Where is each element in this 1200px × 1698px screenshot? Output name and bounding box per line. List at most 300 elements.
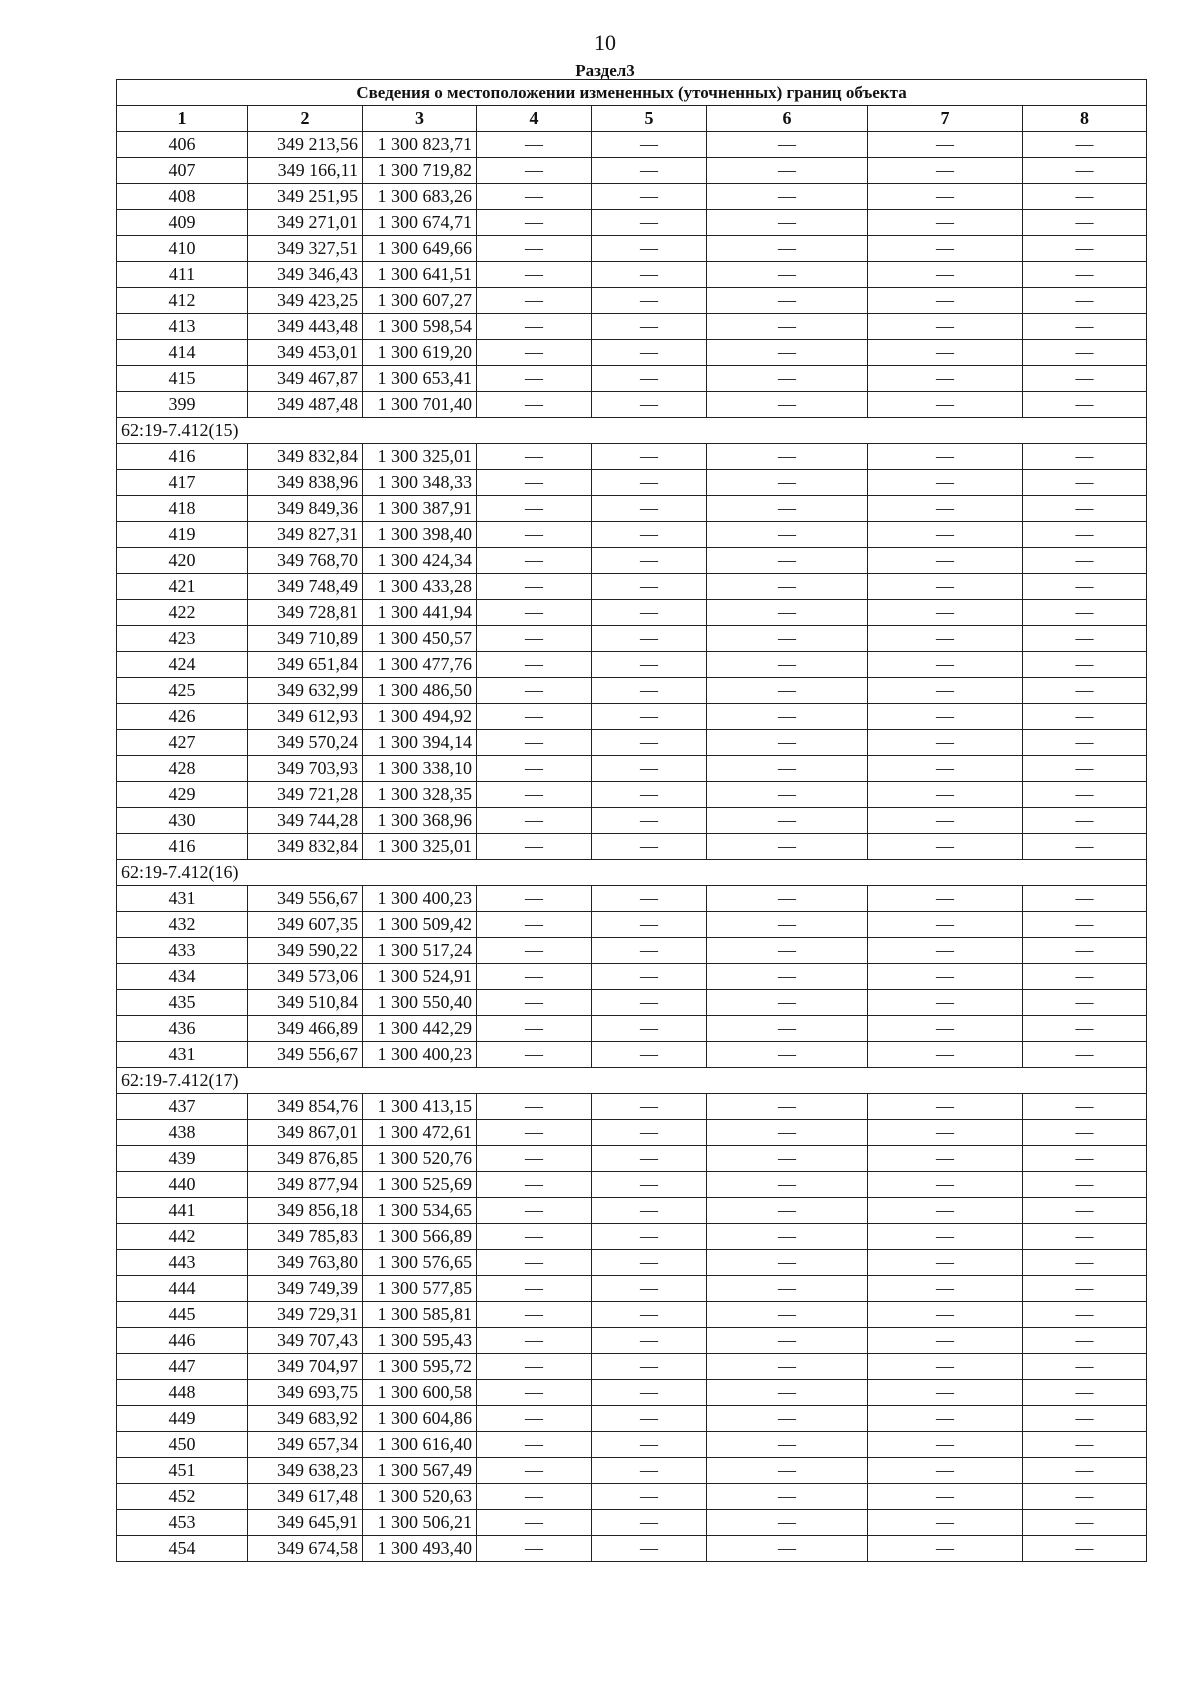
- table-row: [117, 730, 1147, 756]
- empty-value-cell: —: [1023, 834, 1147, 860]
- table-row: [117, 1458, 1147, 1484]
- empty-value-cell: —: [707, 626, 868, 652]
- point-number-cell: 409: [117, 210, 248, 236]
- empty-value-cell: —: [592, 314, 707, 340]
- empty-value-cell: —: [592, 1536, 707, 1562]
- y-coordinate-cell: 1 300 653,41: [363, 366, 477, 392]
- empty-value-cell: —: [477, 1328, 592, 1354]
- y-coordinate-cell: 1 300 719,82: [363, 158, 477, 184]
- table-row: [117, 236, 1147, 262]
- x-coordinate-cell: 349 346,43: [248, 262, 363, 288]
- table-row: [117, 366, 1147, 392]
- y-coordinate-cell: 1 300 520,76: [363, 1146, 477, 1172]
- x-coordinate-cell: 349 590,22: [248, 938, 363, 964]
- x-coordinate-cell: 349 674,58: [248, 1536, 363, 1562]
- y-coordinate-cell: 1 300 477,76: [363, 652, 477, 678]
- x-coordinate-cell: 349 510,84: [248, 990, 363, 1016]
- empty-value-cell: —: [477, 600, 592, 626]
- y-coordinate-cell: 1 300 325,01: [363, 834, 477, 860]
- empty-value-cell: —: [868, 1406, 1023, 1432]
- empty-value-cell: —: [868, 1146, 1023, 1172]
- point-number-cell: 414: [117, 340, 248, 366]
- x-coordinate-cell: 349 768,70: [248, 548, 363, 574]
- empty-value-cell: —: [592, 1380, 707, 1406]
- table-row: [117, 1380, 1147, 1406]
- group-label: 62:19-7.412(15): [117, 418, 1147, 444]
- x-coordinate-cell: 349 854,76: [248, 1094, 363, 1120]
- empty-value-cell: —: [592, 392, 707, 418]
- table-row: [117, 1042, 1147, 1068]
- empty-value-cell: —: [1023, 1146, 1147, 1172]
- coordinates-table: [116, 79, 1147, 1562]
- empty-value-cell: —: [592, 1094, 707, 1120]
- empty-value-cell: —: [477, 574, 592, 600]
- empty-value-cell: —: [592, 340, 707, 366]
- empty-value-cell: —: [707, 990, 868, 1016]
- empty-value-cell: —: [477, 1380, 592, 1406]
- point-number-cell: 424: [117, 652, 248, 678]
- empty-value-cell: —: [868, 1016, 1023, 1042]
- empty-value-cell: —: [707, 1172, 868, 1198]
- empty-value-cell: —: [477, 1224, 592, 1250]
- empty-value-cell: —: [592, 990, 707, 1016]
- empty-value-cell: —: [707, 964, 868, 990]
- x-coordinate-cell: 349 466,89: [248, 1016, 363, 1042]
- point-number-cell: 408: [117, 184, 248, 210]
- empty-value-cell: —: [477, 834, 592, 860]
- empty-value-cell: —: [477, 1120, 592, 1146]
- empty-value-cell: —: [707, 1458, 868, 1484]
- empty-value-cell: —: [707, 1302, 868, 1328]
- empty-value-cell: —: [707, 496, 868, 522]
- y-coordinate-cell: 1 300 823,71: [363, 132, 477, 158]
- empty-value-cell: —: [707, 1276, 868, 1302]
- empty-value-cell: —: [868, 990, 1023, 1016]
- x-coordinate-cell: 349 607,35: [248, 912, 363, 938]
- point-number-cell: 452: [117, 1484, 248, 1510]
- section-title: Раздел3: [575, 61, 635, 80]
- empty-value-cell: —: [868, 184, 1023, 210]
- point-number-cell: 442: [117, 1224, 248, 1250]
- empty-value-cell: —: [592, 704, 707, 730]
- empty-value-cell: —: [707, 1406, 868, 1432]
- empty-value-cell: —: [592, 1484, 707, 1510]
- empty-value-cell: —: [868, 1198, 1023, 1224]
- point-number-cell: 416: [117, 834, 248, 860]
- table-row: [117, 782, 1147, 808]
- empty-value-cell: —: [1023, 1302, 1147, 1328]
- empty-value-cell: —: [1023, 704, 1147, 730]
- y-coordinate-cell: 1 300 567,49: [363, 1458, 477, 1484]
- empty-value-cell: —: [868, 236, 1023, 262]
- y-coordinate-cell: 1 300 525,69: [363, 1172, 477, 1198]
- point-number-cell: 432: [117, 912, 248, 938]
- empty-value-cell: —: [592, 1458, 707, 1484]
- column-header: 4: [477, 106, 592, 132]
- table-row: [117, 392, 1147, 418]
- x-coordinate-cell: 349 617,48: [248, 1484, 363, 1510]
- empty-value-cell: —: [1023, 1016, 1147, 1042]
- empty-value-cell: —: [1023, 1172, 1147, 1198]
- empty-value-cell: —: [1023, 392, 1147, 418]
- empty-value-cell: —: [868, 1224, 1023, 1250]
- empty-value-cell: —: [477, 366, 592, 392]
- empty-value-cell: —: [868, 210, 1023, 236]
- empty-value-cell: —: [477, 548, 592, 574]
- y-coordinate-cell: 1 300 619,20: [363, 340, 477, 366]
- empty-value-cell: —: [477, 314, 592, 340]
- table-row: [117, 340, 1147, 366]
- x-coordinate-cell: 349 166,11: [248, 158, 363, 184]
- point-number-cell: 430: [117, 808, 248, 834]
- empty-value-cell: —: [707, 210, 868, 236]
- point-number-cell: 399: [117, 392, 248, 418]
- empty-value-cell: —: [868, 1380, 1023, 1406]
- x-coordinate-cell: 349 832,84: [248, 444, 363, 470]
- y-coordinate-cell: 1 300 325,01: [363, 444, 477, 470]
- point-number-cell: 451: [117, 1458, 248, 1484]
- empty-value-cell: —: [868, 1510, 1023, 1536]
- group-row: [117, 860, 1147, 886]
- empty-value-cell: —: [707, 1328, 868, 1354]
- point-number-cell: 453: [117, 1510, 248, 1536]
- table-row: [117, 990, 1147, 1016]
- empty-value-cell: —: [707, 1120, 868, 1146]
- empty-value-cell: —: [868, 1458, 1023, 1484]
- empty-value-cell: —: [707, 1536, 868, 1562]
- empty-value-cell: —: [592, 1250, 707, 1276]
- empty-value-cell: —: [868, 262, 1023, 288]
- empty-value-cell: —: [1023, 678, 1147, 704]
- empty-value-cell: —: [1023, 964, 1147, 990]
- empty-value-cell: —: [592, 1510, 707, 1536]
- empty-value-cell: —: [592, 366, 707, 392]
- x-coordinate-cell: 349 707,43: [248, 1328, 363, 1354]
- point-number-cell: 448: [117, 1380, 248, 1406]
- y-coordinate-cell: 1 300 534,65: [363, 1198, 477, 1224]
- empty-value-cell: —: [1023, 1042, 1147, 1068]
- empty-value-cell: —: [477, 496, 592, 522]
- empty-value-cell: —: [477, 1198, 592, 1224]
- empty-value-cell: —: [592, 1302, 707, 1328]
- y-coordinate-cell: 1 300 493,40: [363, 1536, 477, 1562]
- point-number-cell: 449: [117, 1406, 248, 1432]
- empty-value-cell: —: [592, 1198, 707, 1224]
- empty-value-cell: —: [868, 1302, 1023, 1328]
- empty-value-cell: —: [707, 470, 868, 496]
- empty-value-cell: —: [477, 1458, 592, 1484]
- empty-value-cell: —: [1023, 1484, 1147, 1510]
- empty-value-cell: —: [868, 1276, 1023, 1302]
- empty-value-cell: —: [868, 912, 1023, 938]
- empty-value-cell: —: [1023, 1510, 1147, 1536]
- column-header: 8: [1023, 106, 1147, 132]
- table-row: [117, 1406, 1147, 1432]
- point-number-cell: 450: [117, 1432, 248, 1458]
- empty-value-cell: —: [707, 132, 868, 158]
- empty-value-cell: —: [868, 1484, 1023, 1510]
- empty-value-cell: —: [707, 1250, 868, 1276]
- y-coordinate-cell: 1 300 598,54: [363, 314, 477, 340]
- group-label: 62:19-7.412(17): [117, 1068, 1147, 1094]
- point-number-cell: 412: [117, 288, 248, 314]
- table-row: [117, 652, 1147, 678]
- point-number-cell: 441: [117, 1198, 248, 1224]
- point-number-cell: 428: [117, 756, 248, 782]
- empty-value-cell: —: [592, 730, 707, 756]
- point-number-cell: 423: [117, 626, 248, 652]
- empty-value-cell: —: [592, 1172, 707, 1198]
- point-number-cell: 422: [117, 600, 248, 626]
- empty-value-cell: —: [1023, 236, 1147, 262]
- empty-value-cell: —: [1023, 496, 1147, 522]
- y-coordinate-cell: 1 300 348,33: [363, 470, 477, 496]
- group-label: 62:19-7.412(16): [117, 860, 1147, 886]
- column-header: 3: [363, 106, 477, 132]
- x-coordinate-cell: 349 632,99: [248, 678, 363, 704]
- empty-value-cell: —: [592, 834, 707, 860]
- y-coordinate-cell: 1 300 641,51: [363, 262, 477, 288]
- x-coordinate-cell: 349 749,39: [248, 1276, 363, 1302]
- table-row: [117, 184, 1147, 210]
- empty-value-cell: —: [707, 808, 868, 834]
- empty-value-cell: —: [592, 886, 707, 912]
- point-number-cell: 416: [117, 444, 248, 470]
- column-header: 6: [707, 106, 868, 132]
- point-number-cell: 431: [117, 886, 248, 912]
- x-coordinate-cell: 349 703,93: [248, 756, 363, 782]
- empty-value-cell: —: [707, 340, 868, 366]
- x-coordinate-cell: 349 856,18: [248, 1198, 363, 1224]
- empty-value-cell: —: [477, 1484, 592, 1510]
- empty-value-cell: —: [707, 886, 868, 912]
- empty-value-cell: —: [477, 392, 592, 418]
- point-number-cell: 443: [117, 1250, 248, 1276]
- empty-value-cell: —: [868, 730, 1023, 756]
- table-row: [117, 132, 1147, 158]
- table-row: [117, 1250, 1147, 1276]
- table-row: [117, 1510, 1147, 1536]
- table-row: [117, 1536, 1147, 1562]
- empty-value-cell: —: [592, 1224, 707, 1250]
- empty-value-cell: —: [477, 782, 592, 808]
- y-coordinate-cell: 1 300 550,40: [363, 990, 477, 1016]
- empty-value-cell: —: [707, 262, 868, 288]
- point-number-cell: 415: [117, 366, 248, 392]
- y-coordinate-cell: 1 300 600,58: [363, 1380, 477, 1406]
- empty-value-cell: —: [1023, 444, 1147, 470]
- x-coordinate-cell: 349 487,48: [248, 392, 363, 418]
- empty-value-cell: —: [477, 1510, 592, 1536]
- x-coordinate-cell: 349 729,31: [248, 1302, 363, 1328]
- empty-value-cell: —: [592, 600, 707, 626]
- table-row: [117, 1432, 1147, 1458]
- y-coordinate-cell: 1 300 400,23: [363, 886, 477, 912]
- empty-value-cell: —: [868, 808, 1023, 834]
- table-row: [117, 678, 1147, 704]
- empty-value-cell: —: [1023, 548, 1147, 574]
- y-coordinate-cell: 1 300 442,29: [363, 1016, 477, 1042]
- x-coordinate-cell: 349 570,24: [248, 730, 363, 756]
- empty-value-cell: —: [592, 1276, 707, 1302]
- point-number-cell: 417: [117, 470, 248, 496]
- table-row: [117, 912, 1147, 938]
- empty-value-cell: —: [707, 704, 868, 730]
- point-number-cell: 410: [117, 236, 248, 262]
- empty-value-cell: —: [1023, 470, 1147, 496]
- empty-value-cell: —: [1023, 1432, 1147, 1458]
- empty-value-cell: —: [477, 886, 592, 912]
- empty-value-cell: —: [477, 1406, 592, 1432]
- empty-value-cell: —: [868, 1042, 1023, 1068]
- empty-value-cell: —: [592, 470, 707, 496]
- empty-value-cell: —: [477, 678, 592, 704]
- empty-value-cell: —: [707, 1510, 868, 1536]
- y-coordinate-cell: 1 300 441,94: [363, 600, 477, 626]
- point-number-cell: 431: [117, 1042, 248, 1068]
- empty-value-cell: —: [1023, 210, 1147, 236]
- empty-value-cell: —: [1023, 574, 1147, 600]
- empty-value-cell: —: [592, 1354, 707, 1380]
- y-coordinate-cell: 1 300 486,50: [363, 678, 477, 704]
- table-row: [117, 548, 1147, 574]
- empty-value-cell: —: [707, 392, 868, 418]
- empty-value-cell: —: [1023, 158, 1147, 184]
- empty-value-cell: —: [868, 756, 1023, 782]
- table-row: [117, 808, 1147, 834]
- empty-value-cell: —: [707, 522, 868, 548]
- table-row: [117, 288, 1147, 314]
- point-number-cell: 444: [117, 1276, 248, 1302]
- table-row: [117, 1198, 1147, 1224]
- empty-value-cell: —: [868, 1120, 1023, 1146]
- empty-value-cell: —: [707, 652, 868, 678]
- x-coordinate-cell: 349 657,34: [248, 1432, 363, 1458]
- empty-value-cell: —: [707, 938, 868, 964]
- x-coordinate-cell: 349 728,81: [248, 600, 363, 626]
- empty-value-cell: —: [707, 314, 868, 340]
- empty-value-cell: —: [1023, 1250, 1147, 1276]
- empty-value-cell: —: [868, 366, 1023, 392]
- empty-value-cell: —: [1023, 652, 1147, 678]
- table-row: [117, 1328, 1147, 1354]
- empty-value-cell: —: [707, 782, 868, 808]
- table-row: [117, 1484, 1147, 1510]
- empty-value-cell: —: [592, 678, 707, 704]
- empty-value-cell: —: [707, 912, 868, 938]
- point-number-cell: 445: [117, 1302, 248, 1328]
- empty-value-cell: —: [592, 756, 707, 782]
- table-row: [117, 756, 1147, 782]
- table-row: [117, 626, 1147, 652]
- column-header: 7: [868, 106, 1023, 132]
- point-number-cell: 420: [117, 548, 248, 574]
- empty-value-cell: —: [707, 184, 868, 210]
- y-coordinate-cell: 1 300 577,85: [363, 1276, 477, 1302]
- y-coordinate-cell: 1 300 328,35: [363, 782, 477, 808]
- x-coordinate-cell: 349 423,25: [248, 288, 363, 314]
- empty-value-cell: —: [592, 912, 707, 938]
- empty-value-cell: —: [707, 678, 868, 704]
- empty-value-cell: —: [868, 626, 1023, 652]
- empty-value-cell: —: [1023, 314, 1147, 340]
- point-number-cell: 446: [117, 1328, 248, 1354]
- empty-value-cell: —: [477, 1276, 592, 1302]
- x-coordinate-cell: 349 710,89: [248, 626, 363, 652]
- table-row: [117, 522, 1147, 548]
- empty-value-cell: —: [592, 1042, 707, 1068]
- empty-value-cell: —: [477, 990, 592, 1016]
- x-coordinate-cell: 349 556,67: [248, 886, 363, 912]
- y-coordinate-cell: 1 300 424,34: [363, 548, 477, 574]
- empty-value-cell: —: [868, 678, 1023, 704]
- empty-value-cell: —: [477, 262, 592, 288]
- empty-value-cell: —: [707, 366, 868, 392]
- empty-value-cell: —: [868, 470, 1023, 496]
- empty-value-cell: —: [592, 782, 707, 808]
- table-row: [117, 1172, 1147, 1198]
- empty-value-cell: —: [1023, 1224, 1147, 1250]
- table-row: [117, 938, 1147, 964]
- empty-value-cell: —: [868, 158, 1023, 184]
- y-coordinate-cell: 1 300 576,65: [363, 1250, 477, 1276]
- empty-value-cell: —: [707, 600, 868, 626]
- empty-value-cell: —: [1023, 600, 1147, 626]
- empty-value-cell: —: [592, 158, 707, 184]
- column-header: 5: [592, 106, 707, 132]
- point-number-cell: 434: [117, 964, 248, 990]
- x-coordinate-cell: 349 693,75: [248, 1380, 363, 1406]
- point-number-cell: 440: [117, 1172, 248, 1198]
- empty-value-cell: —: [1023, 1380, 1147, 1406]
- empty-value-cell: —: [707, 1432, 868, 1458]
- empty-value-cell: —: [477, 132, 592, 158]
- y-coordinate-cell: 1 300 604,86: [363, 1406, 477, 1432]
- y-coordinate-cell: 1 300 368,96: [363, 808, 477, 834]
- empty-value-cell: —: [1023, 1198, 1147, 1224]
- empty-value-cell: —: [868, 938, 1023, 964]
- empty-value-cell: —: [707, 1146, 868, 1172]
- empty-value-cell: —: [868, 548, 1023, 574]
- empty-value-cell: —: [707, 1484, 868, 1510]
- y-coordinate-cell: 1 300 450,57: [363, 626, 477, 652]
- empty-value-cell: —: [477, 1354, 592, 1380]
- empty-value-cell: —: [477, 184, 592, 210]
- y-coordinate-cell: 1 300 683,26: [363, 184, 477, 210]
- x-coordinate-cell: 349 467,87: [248, 366, 363, 392]
- empty-value-cell: —: [868, 132, 1023, 158]
- table-row: [117, 470, 1147, 496]
- empty-value-cell: —: [1023, 1120, 1147, 1146]
- x-coordinate-cell: 349 453,01: [248, 340, 363, 366]
- x-coordinate-cell: 349 213,56: [248, 132, 363, 158]
- empty-value-cell: —: [1023, 990, 1147, 1016]
- x-coordinate-cell: 349 763,80: [248, 1250, 363, 1276]
- y-coordinate-cell: 1 300 607,27: [363, 288, 477, 314]
- empty-value-cell: —: [868, 314, 1023, 340]
- table-row: [117, 158, 1147, 184]
- empty-value-cell: —: [707, 548, 868, 574]
- empty-value-cell: —: [868, 574, 1023, 600]
- column-header: 1: [117, 106, 248, 132]
- table-row: [117, 1354, 1147, 1380]
- empty-value-cell: —: [592, 1406, 707, 1432]
- empty-value-cell: —: [592, 496, 707, 522]
- x-coordinate-cell: 349 838,96: [248, 470, 363, 496]
- empty-value-cell: —: [1023, 756, 1147, 782]
- empty-value-cell: —: [592, 1120, 707, 1146]
- empty-value-cell: —: [1023, 1276, 1147, 1302]
